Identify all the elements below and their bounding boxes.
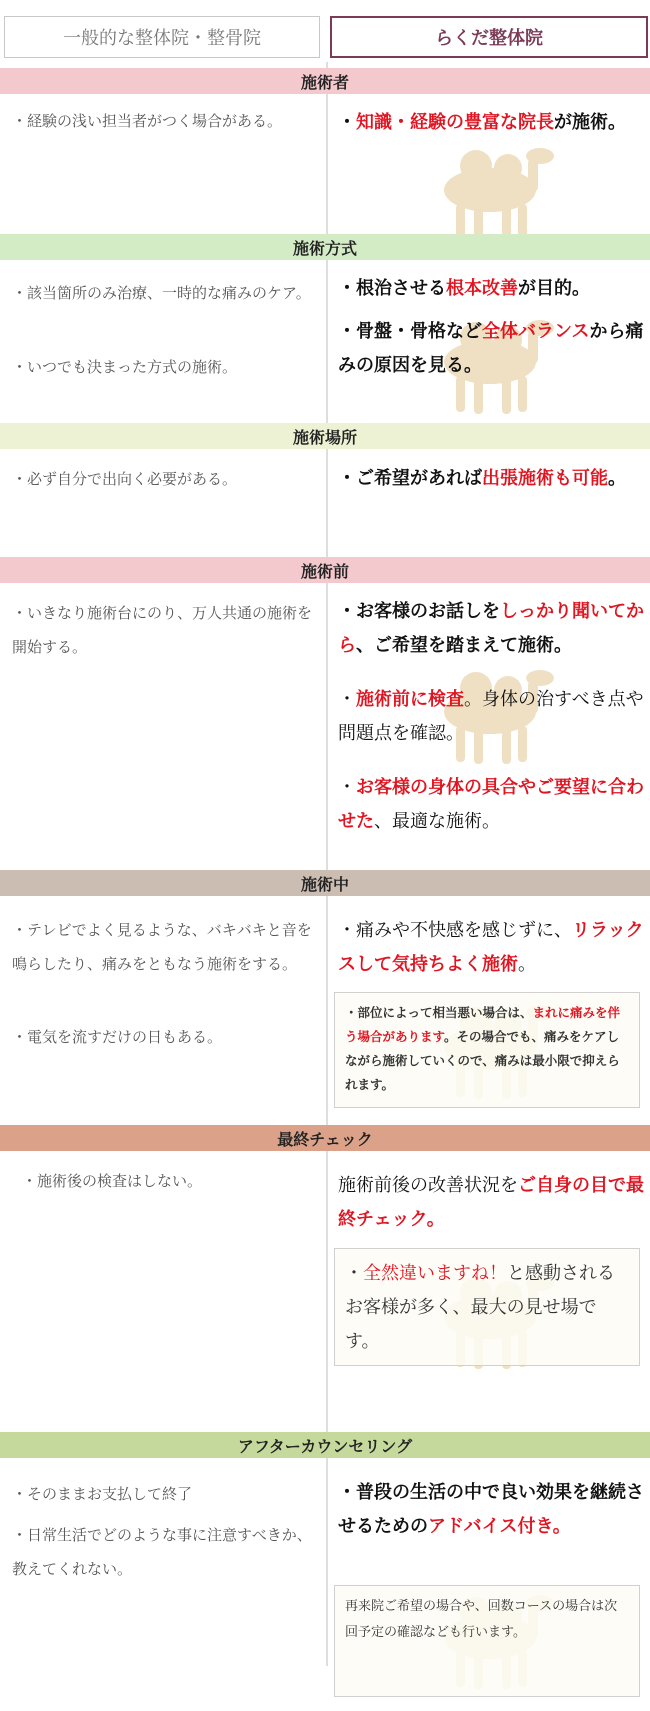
right-point: ・普段の生活の中で良い効果を継続させるためのアドバイス付き。 (338, 1482, 644, 1537)
right-point: 施術前後の改善状況をご自身の目で最終チェック。 (338, 1175, 644, 1230)
tab-general-clinic[interactable]: 一般的な整体院・整骨院 (4, 16, 320, 58)
note-box (334, 992, 640, 1108)
note-box (334, 1585, 640, 1697)
right-point: ・お客様のお話しをしっかり聞いてから、ご希望を踏まえて施術。 (338, 601, 644, 656)
section-header-method: 施術方式 (0, 234, 650, 260)
highlight: 出張施術も可能 (482, 468, 608, 489)
right-point: ・ご希望があれば出張施術も可能。 (338, 468, 626, 489)
highlight: 施術前に検査 (356, 689, 464, 710)
left-point: ・該当箇所のみ治療、一時的な痛みのケア。 (12, 284, 311, 302)
highlight: 全然違いますね！ (363, 1263, 507, 1284)
highlight: ご自身の目で最終チェック。 (338, 1175, 644, 1230)
highlight: 根本改善 (446, 278, 518, 299)
section-header-after-counseling: アフターカウンセリング (0, 1432, 650, 1458)
section-header-before: 施術前 (0, 557, 650, 583)
right-point: ・知識・経験の豊富な院長が施術。 (338, 112, 626, 133)
left-point: ・いつでも決まった方式の施術。 (12, 358, 238, 376)
section-header-location: 施術場所 (0, 423, 650, 449)
right-point: ・骨盤・骨格など全体バランスから痛みの原因を見る。 (338, 321, 644, 376)
right-point: ・お客様の身体の具合やご要望に合わせた、最適な施術。 (338, 777, 644, 832)
note-text: 再来院ご希望の場合や、回数コースの場合は次回予定の確認なども行います。 (345, 1599, 618, 1640)
note-text: ・全然違いますね！と感動されるお客様が多く、最大の見せ場です。 (345, 1263, 615, 1352)
highlight: まれに痛みを伴う場合があります (345, 1005, 621, 1044)
left-point: ・電気を流すだけの日もある。 (12, 1028, 223, 1046)
section-header-during: 施術中 (0, 870, 650, 896)
right-point: ・痛みや不快感を感じずに、リラックスして気持ちよく施術。 (338, 920, 644, 975)
note-box (334, 1248, 640, 1366)
left-point: ・施術後の検査はしない。 (22, 1172, 203, 1190)
highlight: アドバイス付き。 (428, 1516, 571, 1537)
section-header-practitioner: 施術者 (0, 68, 650, 94)
camel-watermark-icon (420, 128, 560, 248)
left-point: ・経験の浅い担当者がつく場合がある。 (12, 112, 283, 130)
note-text: ・部位によって相当悪い場合は、まれに痛みを伴う場合があります。その場合でも、痛みをケアしながら施術していくので、痛みは最小限で抑えられます。 (345, 1005, 621, 1092)
highlight: 全体バランス (482, 321, 590, 342)
right-point: ・施術前に検査。身体の治すべき点や問題点を確認。 (338, 689, 644, 744)
highlight: お客様の身体の具合やご要望に合わせた (338, 777, 644, 832)
left-point: ・必ず自分で出向く必要がある。 (12, 470, 238, 488)
right-point: ・根治させる根本改善が目的。 (338, 278, 590, 299)
left-point: ・日常生活でどのような事に注意すべきか、教えてくれない。 (12, 1526, 312, 1578)
highlight: しっかり聞いてから (338, 601, 644, 656)
section-header-final-check: 最終チェック (0, 1125, 650, 1151)
highlight: 知識・経験の豊富な院長 (356, 112, 554, 133)
left-point: ・テレビでよく見るような、バキバキと音を鳴らしたり、痛みをともなう施術をする。 (12, 921, 312, 973)
left-point: ・いきなり施術台にのり、万人共通の施術を開始する。 (12, 604, 313, 656)
left-point: ・そのままお支払して終了 (12, 1485, 193, 1503)
column-divider (326, 62, 328, 1666)
tab-rakuda-clinic[interactable]: らくだ整体院 (330, 16, 648, 58)
highlight: リラックスして気持ちよく施術 (338, 920, 644, 975)
